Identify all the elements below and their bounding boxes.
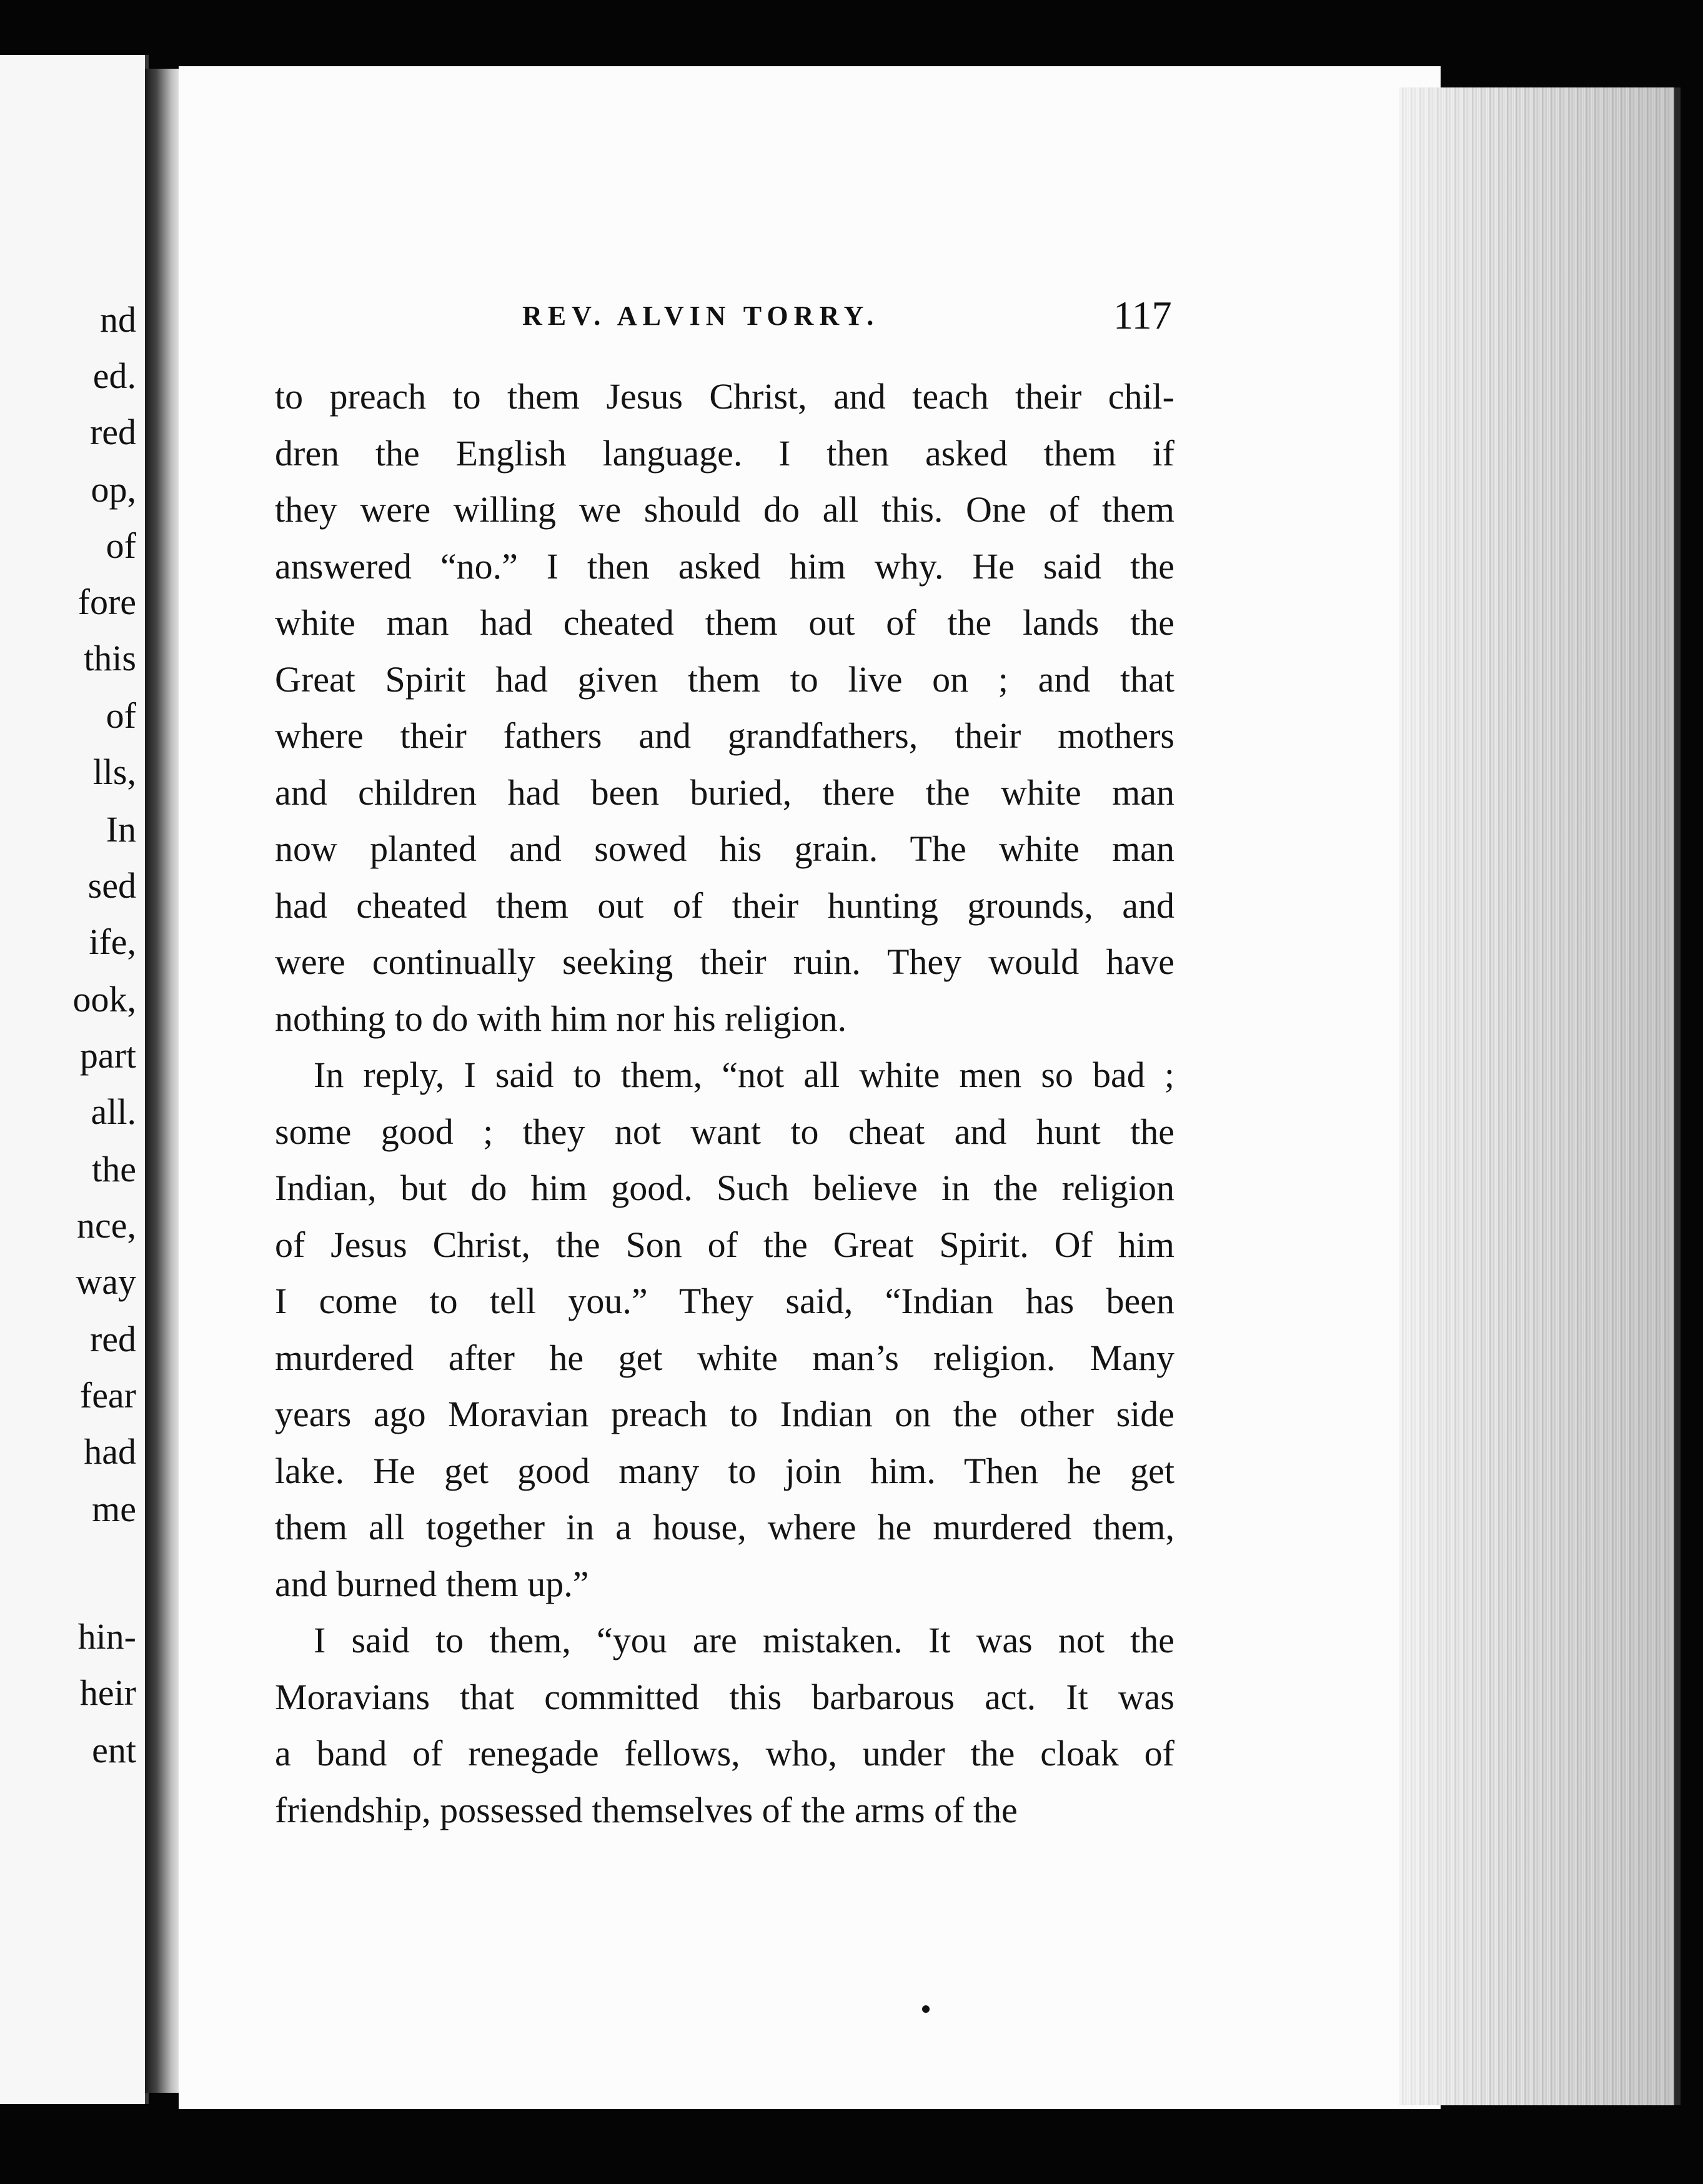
previous-page-fragment: all.	[91, 1091, 136, 1132]
text-line: friendship, possessed themselves of the arms of the	[275, 1789, 1018, 1830]
gutter-shadow	[145, 69, 182, 2093]
previous-page-fragment: the	[92, 1149, 136, 1189]
print-speck	[922, 2005, 930, 2013]
previous-page-fragment: ed.	[92, 355, 136, 396]
text-line: Great Spirit had given them to live on ; and that	[275, 658, 1174, 700]
previous-page-fragment: ook,	[72, 979, 136, 1020]
previous-page-fragment: nce,	[77, 1205, 136, 1246]
previous-page-fragment: part	[79, 1035, 136, 1076]
running-head: REV. ALVIN TORRY.	[522, 300, 880, 331]
text-line: white man had cheated them out of the lands the	[275, 602, 1174, 643]
text-line: they were willing we should do all this. One of them	[275, 489, 1174, 530]
page-number: 117	[1113, 293, 1172, 337]
previous-page-fragment: had	[84, 1431, 136, 1472]
text-line: nothing to do with him nor his religion.	[275, 998, 847, 1039]
previous-page-edge	[0, 55, 149, 2104]
text-line: Indian, but do him good. Such believe in the religion	[275, 1168, 1174, 1208]
text-line: and children had been buried, there the white man	[275, 772, 1174, 813]
text-line: to preach to them Jesus Christ, and teach their chil-	[275, 376, 1174, 417]
text-line: of Jesus Christ, the Son of the Great Spirit. Of him	[275, 1224, 1174, 1265]
text-line: were continually seeking their ruin. They would have	[275, 941, 1174, 982]
previous-page-fragment: of	[106, 525, 136, 566]
text-line: dren the English language. I then asked them if	[275, 432, 1174, 474]
text-line: I said to them, “you are mistaken. It was not the	[314, 1620, 1174, 1660]
text-line: where their fathers and grandfathers, their mothers	[275, 715, 1174, 756]
previous-page-fragment: In	[106, 809, 136, 850]
previous-page-fragment: lls,	[92, 752, 136, 792]
previous-page-fragment: of	[106, 695, 136, 736]
previous-page-fragment: fore	[77, 582, 136, 622]
text-line: now planted and sowed his grain. The white man	[275, 828, 1174, 869]
previous-page-fragment: red	[89, 412, 136, 452]
text-line: and burned them up.”	[275, 1563, 589, 1604]
text-line: years ago Moravian preach to Indian on the other side	[275, 1394, 1174, 1434]
previous-page-fragment: ife,	[89, 921, 136, 962]
fore-edge-shading	[1399, 87, 1674, 2105]
text-line: murdered after he get white man’s religion. Many	[275, 1337, 1174, 1378]
previous-page-fragment: me	[92, 1489, 136, 1529]
previous-page-fragment: nd	[100, 299, 136, 340]
body-text	[275, 369, 1174, 1839]
previous-page-fragment: this	[84, 638, 136, 678]
text-line: some good ; they not want to cheat and hunt the	[275, 1111, 1174, 1152]
previous-page-fragment: op,	[91, 469, 136, 510]
text-line: had cheated them out of their hunting grounds, and	[275, 885, 1174, 926]
text-line: In reply, I said to them, “not all white men so bad ;	[314, 1055, 1174, 1095]
previous-page-fragment: ent	[92, 1730, 136, 1770]
previous-page-fragment: way	[76, 1261, 136, 1302]
previous-page-fragment: heir	[79, 1672, 136, 1713]
text-line: I come to tell you.” They said, “Indian has been	[275, 1281, 1174, 1321]
previous-page-fragment: hin-	[77, 1616, 136, 1657]
text-line: lake. He get good many to join him. Then he get	[275, 1450, 1174, 1491]
text-line: them all together in a house, where he murdered them,	[275, 1507, 1174, 1547]
previous-page-fragment: red	[89, 1319, 136, 1359]
text-line: Moravians that committed this barbarous act. It was	[275, 1676, 1174, 1717]
previous-page-fragment: fear	[79, 1375, 136, 1416]
text-line: answered “no.” I then asked him why. He said the	[275, 545, 1174, 587]
text-line: a band of renegade fellows, who, under the cloak of	[275, 1733, 1174, 1774]
previous-page-fragment: sed	[87, 865, 136, 906]
